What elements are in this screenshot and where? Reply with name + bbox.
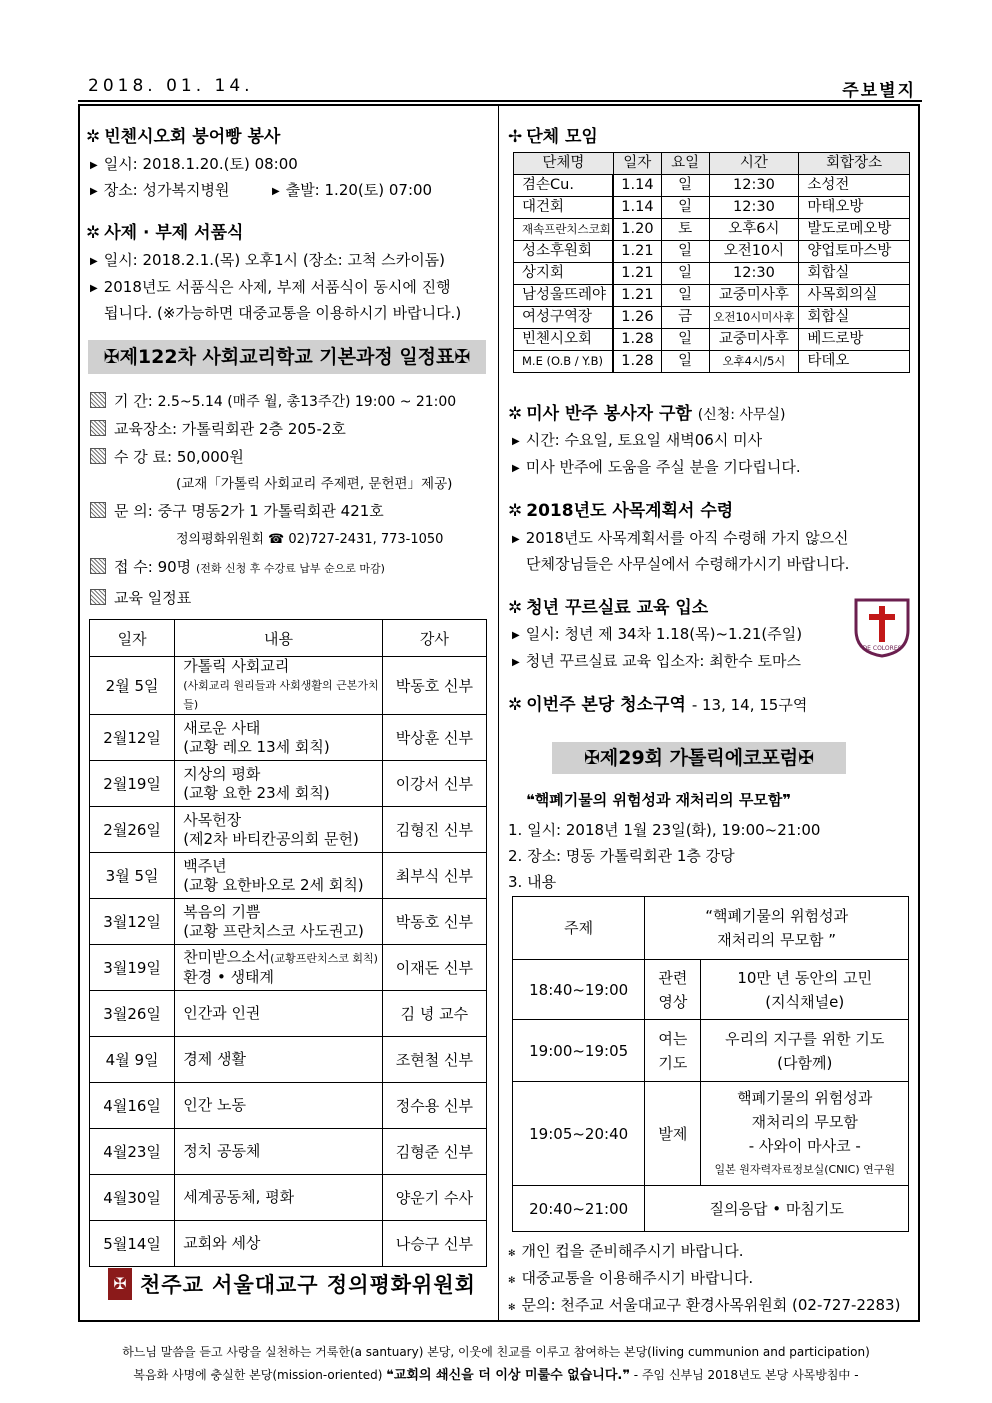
date-cell: 1.21: [613, 263, 661, 285]
weekday-cell: 일: [661, 263, 709, 285]
time-cell: 20:40~21:00: [513, 1186, 645, 1232]
cursillo-section-title: ✲ 청년 꾸르실료 교육 입소: [508, 598, 709, 618]
group-name-cell: 겸손Cu.: [514, 175, 614, 197]
table-header-row: [90, 620, 487, 657]
column-header: 강사: [382, 620, 486, 657]
server-request: ▶ 미사 반주에 도움을 주실 분을 기다립니다.: [512, 458, 801, 476]
place-cell: 마태오방: [799, 197, 910, 219]
time-cell: 18:40~19:00: [513, 960, 645, 1020]
plan-section-title: ✲ 2018년도 사목계획서 수령: [508, 501, 734, 521]
table-row: [90, 945, 487, 991]
school-schedule-label: 교육 일정표: [90, 587, 191, 608]
table-row: [513, 960, 909, 1020]
table-row: [90, 991, 487, 1037]
eco-subtitle: ❝핵폐기물의 위험성과 재처리의 무모함❞: [526, 791, 792, 809]
topic-cell: 세계공동체, 평화: [175, 1175, 383, 1221]
table-row: [90, 1083, 487, 1129]
lecturer-cell: 나승구 신부: [382, 1221, 486, 1267]
school-contact-phone: 정의평화위원회 ☎ 02)727-2431, 773-1050: [176, 532, 444, 547]
table-row: [90, 1129, 487, 1175]
square-bullet-icon: [90, 448, 106, 464]
table-row: [514, 263, 910, 285]
time-cell: 12:30: [709, 263, 799, 285]
date-cell: 1.21: [613, 241, 661, 263]
date-cell: 1.26: [613, 307, 661, 329]
table-header-row: [514, 153, 910, 175]
square-bullet-icon: [90, 420, 106, 436]
lecturer-cell: 김형진 신부: [382, 807, 486, 853]
square-bullet-icon: [90, 589, 106, 605]
flower-icon: ✲: [508, 501, 523, 521]
server-time: ▶ 시간: 수요일, 토요일 새벽06시 미사: [512, 431, 763, 449]
topic-cell: 찬미받으소서(교황프란치스코 회칙) 환경 • 생태계: [175, 945, 383, 991]
school-contact: 문 의: 중구 명동2가 1 가톨릭회관 421호: [90, 500, 384, 521]
date-cell: 3월26일: [90, 991, 175, 1037]
topic-cell: 사목헌장 (제2차 바티칸공의회 문헌): [175, 807, 383, 853]
place-cell: 양업토마스방: [799, 241, 910, 263]
flower-icon: ✲: [508, 598, 523, 618]
date-cell: 1.28: [613, 351, 661, 373]
bulletin-date: 2018. 01. 14.: [88, 76, 254, 96]
flower-icon: ✲: [508, 695, 523, 715]
group-name-cell: 남성울뜨레야: [514, 285, 614, 307]
table-row: [514, 219, 910, 241]
vincent-place: ▶ 장소: 성가복지병원: [90, 181, 230, 199]
square-bullet-icon: [90, 558, 106, 574]
date-cell: 3월 5일: [90, 853, 175, 899]
weekday-cell: 토: [661, 219, 709, 241]
weekday-cell: 금: [661, 307, 709, 329]
column-header: 요일: [661, 153, 709, 175]
table-row: [90, 761, 487, 807]
table-row: [514, 329, 910, 351]
date-cell: 4월16일: [90, 1083, 175, 1129]
time-cell: 19:05~20:40: [513, 1082, 645, 1186]
weekday-cell: 일: [661, 241, 709, 263]
eco-note-transit: ✻ 대중교통을 이용해주시기 바랍니다.: [508, 1269, 754, 1287]
topic-cell: 백주년 (교황 요한바오로 2세 회칙): [175, 853, 383, 899]
place-cell: 발도로메오방: [799, 219, 910, 241]
time-cell: 교중미사후: [709, 329, 799, 351]
topic-cell: 인간 노동: [175, 1083, 383, 1129]
time-cell: 교중미사후: [709, 285, 799, 307]
bullet-icon: ▶: [512, 436, 520, 447]
content-cell: 질의응답 • 마침기도: [645, 1186, 909, 1232]
lecturer-cell: 조현철 신부: [382, 1037, 486, 1083]
bulletin-title: 주보별지: [842, 81, 916, 101]
table-row: [90, 899, 487, 945]
date-cell: 3월19일: [90, 945, 175, 991]
place-cell: 사목회의실: [799, 285, 910, 307]
bullet-icon: ▶: [90, 283, 98, 294]
column-header: 내용: [175, 620, 383, 657]
groups-table: [513, 152, 910, 373]
header-rule: [78, 100, 922, 102]
flower-icon: ✲: [508, 404, 523, 424]
lecturer-cell: 김 녕 교수: [382, 991, 486, 1037]
lecturer-cell: 박동호 신부: [382, 657, 486, 715]
date-cell: 1.20: [613, 219, 661, 241]
school-fee: 수 강 료: 50,000원: [90, 446, 244, 467]
group-name-cell: 여성구역장: [514, 307, 614, 329]
column-divider: [498, 104, 499, 1322]
table-row: [514, 175, 910, 197]
svg-text:DE COLORES: DE COLORES: [862, 645, 902, 652]
vincent-date: ▶ 일시: 2018.1.20.(토) 08:00: [90, 155, 298, 173]
place-cell: 소성전: [799, 175, 910, 197]
square-bullet-icon: [90, 502, 106, 518]
weekday-cell: 일: [661, 329, 709, 351]
column-header: 시간: [709, 153, 799, 175]
school-period: 기 간: 2.5~5.14 (매주 월, 총13주간) 19:00 ~ 21:00: [90, 390, 456, 411]
table-row: [90, 1221, 487, 1267]
table-row: [90, 1175, 487, 1221]
topic-cell: 새로운 사태 (교황 레오 13세 회칙): [175, 715, 383, 761]
time-cell: 오전10시미사후: [709, 307, 799, 329]
kind-cell: 여는 기도: [645, 1020, 701, 1082]
eco-place: 2. 장소: 명동 가톨릭회관 1층 강당: [508, 847, 735, 865]
bullet-icon: ▶: [90, 186, 98, 197]
lecturer-cell: 김형준 신부: [382, 1129, 486, 1175]
eco-forum-banner: ✠제29회 가톨릭에코포럼✠: [552, 742, 846, 774]
table-row: [514, 197, 910, 219]
time-cell: 19:00~19:05: [513, 1020, 645, 1082]
plan-line-2: 단체장님들은 사무실에서 수령해가시기 바랍니다.: [526, 555, 850, 573]
ordination-note-2: 됩니다. (※가능하면 대중교통을 이용하시기 바랍니다.): [104, 304, 462, 322]
topic-cell: 정치 공동체: [175, 1129, 383, 1175]
footer-line-2: 복음화 사명에 충실한 본당(mission-oriented) ❝교회의 쇄신을 더 이상 미룰수 없습니다.❞ - 주임 신부님 2018년도 본당 사목방침中 -: [133, 1368, 859, 1383]
school-organizer: 천주교 서울대교구 정의평화위원회: [140, 1273, 476, 1297]
table-row: [514, 285, 910, 307]
topic-cell: 지상의 평화 (교황 요한 23세 회칙): [175, 761, 383, 807]
table-row: [90, 1037, 487, 1083]
school-place: 교육장소: 가톨릭회관 2층 205-2호: [90, 418, 346, 439]
vincent-depart: ▶ 출발: 1.20(토) 07:00: [272, 181, 433, 199]
date-cell: 2월19일: [90, 761, 175, 807]
kind-cell: 관련 영상: [645, 960, 701, 1020]
table-row: [90, 853, 487, 899]
date-cell: 2월 5일: [90, 657, 175, 715]
date-cell: 4월30일: [90, 1175, 175, 1221]
school-textbook: (교재「가톨릭 사회교리 주제편, 문헌편」제공): [176, 476, 453, 492]
table-row: [90, 807, 487, 853]
cursillo-date: ▶ 일시: 청년 제 34차 1.18(목)~1.21(주일): [512, 625, 803, 643]
column-header: 일자: [90, 620, 175, 657]
table-row: [514, 351, 910, 373]
school-registration: 접 수: 90명 (전화 신청 후 수강료 납부 순으로 마감): [90, 556, 385, 577]
cursillo-logo-icon: [852, 596, 912, 658]
table-row: [90, 715, 487, 761]
bullet-icon: ▶: [512, 534, 520, 545]
place-cell: 회합실: [799, 263, 910, 285]
date-cell: 2월26일: [90, 807, 175, 853]
sparkle-icon: ✢: [508, 127, 523, 147]
column-header: 회합장소: [799, 153, 910, 175]
topic-cell: 교회와 세상: [175, 1221, 383, 1267]
square-bullet-icon: [90, 392, 106, 408]
date-cell: 2월12일: [90, 715, 175, 761]
time-cell: 12:30: [709, 197, 799, 219]
server-section-title: ✲ 미사 반주 봉사자 구함 (신청: 사무실): [508, 404, 786, 424]
date-cell: 4월23일: [90, 1129, 175, 1175]
date-cell: 1.14: [613, 197, 661, 219]
column-header: 일자: [613, 153, 661, 175]
group-name-cell: 재속프란치스코회: [514, 219, 614, 241]
lecturer-cell: 박동호 신부: [382, 899, 486, 945]
bullet-icon: ▶: [512, 463, 520, 474]
date-cell: 1.14: [613, 175, 661, 197]
vincent-section-title: ✲ 빈첸시오회 붕어빵 봉사: [86, 127, 281, 147]
time-cell: 12:30: [709, 175, 799, 197]
lecturer-cell: 최부식 신부: [382, 853, 486, 899]
place-cell: 타데오: [799, 351, 910, 373]
table-row: [513, 897, 909, 960]
ordination-section-title: ✲ 사제 · 부제 서품식: [86, 223, 244, 243]
lecturer-cell: 박상훈 신부: [382, 715, 486, 761]
group-name-cell: 대건회: [514, 197, 614, 219]
weekday-cell: 일: [661, 285, 709, 307]
kind-cell: 발제: [645, 1082, 701, 1186]
place-cell: 베드로방: [799, 329, 910, 351]
eco-program-table: [512, 896, 909, 1232]
topic-cell: “핵폐기물의 위험성과 재처리의 무모함 ”: [645, 897, 909, 960]
group-name-cell: 빈첸시오회: [514, 329, 614, 351]
ordination-date: ▶ 일시: 2018.2.1.(목) 오후1시 (장소: 고척 스카이돔): [90, 251, 446, 269]
bullet-icon: ▶: [272, 186, 280, 197]
topic-cell: 가톨릭 사회교리 (사회교리 원리들과 사회생활의 근본가치들): [175, 657, 383, 715]
table-row: [513, 1082, 909, 1186]
table-row: [514, 241, 910, 263]
date-cell: 1.28: [613, 329, 661, 351]
school-banner: ✠제122차 사회교리학교 기본과정 일정표✠: [88, 340, 486, 374]
bullet-icon: ▶: [512, 657, 520, 668]
plan-line-1: ▶ 2018년도 사목계획서를 아직 수령해 가지 않으신: [512, 529, 849, 547]
topic-label: 주제: [513, 897, 645, 960]
table-row: [90, 657, 487, 715]
lecturer-cell: 이재돈 신부: [382, 945, 486, 991]
date-cell: 4월 9일: [90, 1037, 175, 1083]
date-cell: 5월14일: [90, 1221, 175, 1267]
bullet-icon: ▶: [90, 256, 98, 267]
cleaning-section-title: ✲ 이번주 본당 청소구역 - 13, 14, 15구역: [508, 695, 808, 715]
bullet-icon: ▶: [90, 160, 98, 171]
school-schedule-table: [89, 619, 487, 1267]
content-cell: 우리의 지구를 위한 기도 (다함께): [701, 1020, 909, 1082]
ordination-note: ▶ 2018년도 서품식은 사제, 부제 서품식이 동시에 진행: [90, 278, 451, 296]
date-cell: 3월12일: [90, 899, 175, 945]
time-cell: 오전10시: [709, 241, 799, 263]
time-cell: 오후4시/5시: [709, 351, 799, 373]
table-row: [514, 307, 910, 329]
time-cell: 오후6시: [709, 219, 799, 241]
eco-note-cup: ✻ 개인 컵을 준비해주시기 바랍니다.: [508, 1242, 744, 1260]
group-name-cell: 상지회: [514, 263, 614, 285]
group-name-cell: 성소후원회: [514, 241, 614, 263]
bullet-icon: ▶: [512, 630, 520, 641]
flower-icon: ✲: [86, 127, 101, 147]
date-cell: 1.21: [613, 285, 661, 307]
eco-note-contact: ✻ 문의: 천주교 서울대교구 환경사목위원회 (02-727-2283): [508, 1296, 901, 1314]
topic-cell: 인간과 인권: [175, 991, 383, 1037]
footer-line-1: 하느님 말씀을 듣고 사랑을 실천하는 거룩한(a santuary) 본당, 이웃에 친교를 이루고 참여하는 본당(living cummunion and participation): [122, 1345, 870, 1359]
table-row: [513, 1186, 909, 1232]
topic-cell: 경제 생활: [175, 1037, 383, 1083]
column-header: 단체명: [514, 153, 614, 175]
table-row: [513, 1020, 909, 1082]
lecturer-cell: 양운기 수사: [382, 1175, 486, 1221]
commission-logo-icon: ✠: [108, 1268, 132, 1300]
lecturer-cell: 이강서 신부: [382, 761, 486, 807]
weekday-cell: 일: [661, 351, 709, 373]
place-cell: 회합실: [799, 307, 910, 329]
eco-date: 1. 일시: 2018년 1월 23일(화), 19:00~21:00: [508, 821, 821, 839]
weekday-cell: 일: [661, 175, 709, 197]
group-name-cell: M.E (O.B / Y.B): [514, 351, 614, 373]
cursillo-attendee: ▶ 청년 꾸르실료 교육 입소자: 최한수 토마스: [512, 652, 801, 670]
topic-cell: 복음의 기쁨 (교황 프란치스코 사도권고): [175, 899, 383, 945]
content-cell: 핵폐기물의 위험성과 재처리의 무모함 - 사와이 마사코 - 일본 원자력자료정보실(CNIC) 연구원: [701, 1082, 909, 1186]
flower-icon: ✲: [86, 223, 101, 243]
weekday-cell: 일: [661, 197, 709, 219]
eco-contents-label: 3. 내용: [508, 873, 557, 891]
lecturer-cell: 정수용 신부: [382, 1083, 486, 1129]
groups-section-title: ✢ 단체 모임: [508, 127, 598, 147]
content-cell: 10만 년 동안의 고민 (지식채널e): [701, 960, 909, 1020]
